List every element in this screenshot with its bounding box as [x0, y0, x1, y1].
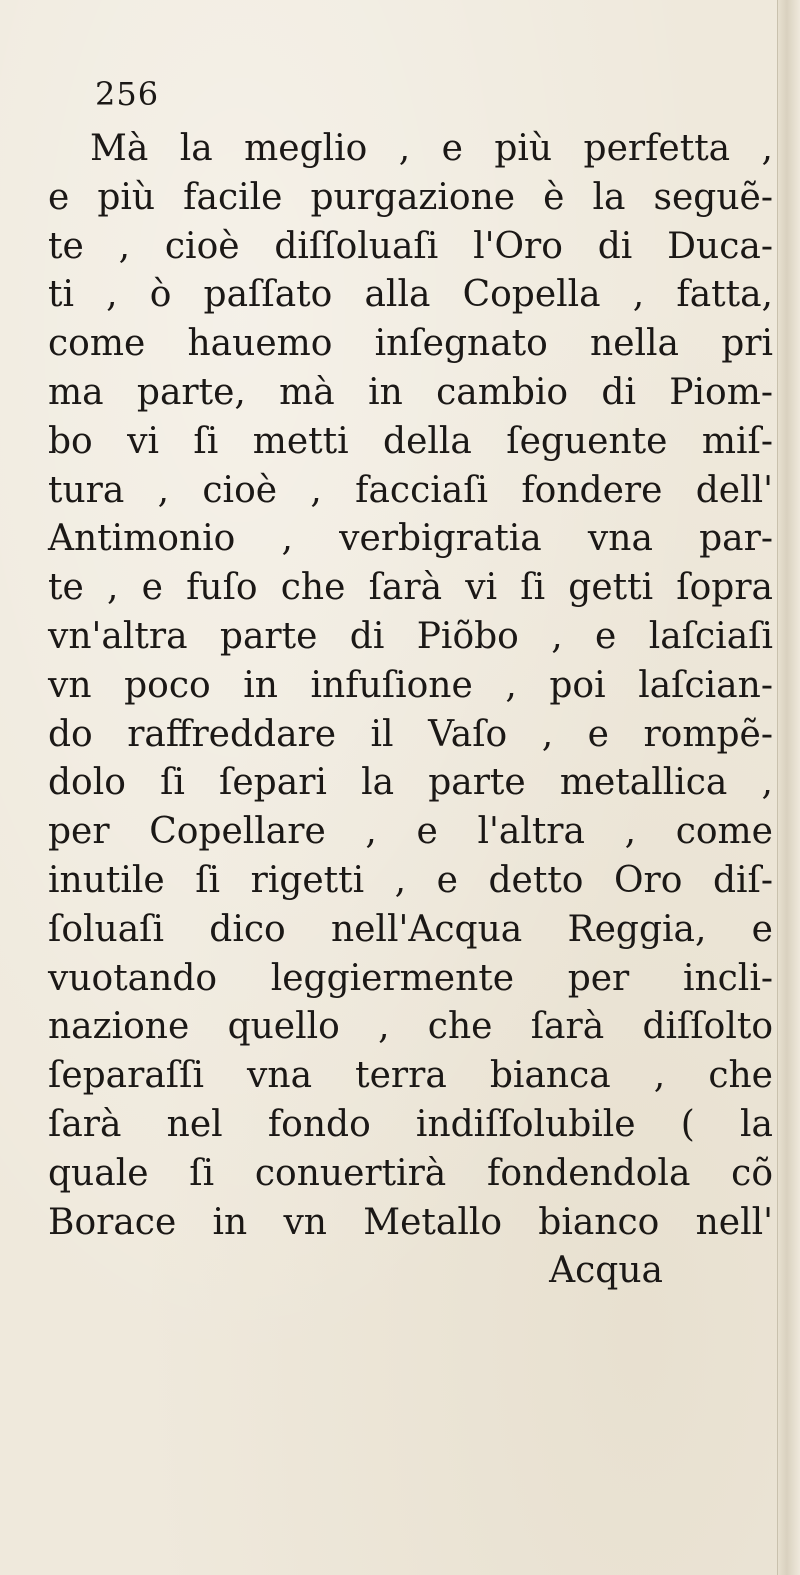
- text-line: tura , cioè , facciaſi fondere dell': [48, 469, 773, 511]
- text-line: do raffreddare il Vaſo , e rompẽ-: [48, 713, 773, 755]
- text-line: per Copellare , e l'altra , come: [48, 811, 773, 853]
- text-line: ſarà nel fondo indiſſolubile ( la: [48, 1103, 773, 1145]
- text-line: bo vi ſi metti della ſeguente miſ-: [48, 420, 773, 462]
- text-line: ſoluaſi dico nell'Acqua Reggia, e: [48, 908, 773, 950]
- text-line: Borace in vn Metallo bianco nell': [48, 1201, 773, 1243]
- text-line: Mà la meglio , e più perfetta ,: [90, 128, 773, 169]
- page-gutter: [777, 0, 800, 1575]
- page-number: 256: [95, 75, 160, 113]
- text-line: nazione quello , che ſarà diſſolto: [48, 1006, 773, 1048]
- text-line: ma parte, mà in cambio di Piom-: [48, 371, 773, 413]
- catchword: Acqua: [549, 1250, 663, 1292]
- text-line: vuotando leggiermente per incli-: [48, 957, 773, 999]
- text-line: ſeparaſſi vna terra bianca , che: [48, 1055, 773, 1097]
- text-line: quale ſi conuertirà fondendola cõ: [48, 1152, 773, 1194]
- text-line: vn poco in infuſione , poi laſcian-: [48, 664, 773, 706]
- text-line: te , cioè diſſoluaſi l'Oro di Duca-: [48, 225, 773, 267]
- text-line: te , e fuſo che ſarà vi ſi getti ſopra: [48, 567, 773, 609]
- text-line: vn'altra parte di Piõbo , e laſciaſi: [48, 615, 773, 657]
- text-line: come hauemo inſegnato nella pri: [48, 323, 773, 365]
- text-line: ti , ò paſſato alla Copella , fatta,: [48, 274, 773, 316]
- text-line: Antimonio , verbigratia vna par-: [48, 518, 773, 560]
- text-line: inutile ſi rigetti , e detto Oro diſ-: [48, 859, 773, 901]
- text-line: dolo ſi ſepari la parte metallica ,: [48, 762, 773, 804]
- body-text: [48, 125, 773, 1296]
- text-line: e più facile purgazione è la seguẽ-: [48, 176, 773, 218]
